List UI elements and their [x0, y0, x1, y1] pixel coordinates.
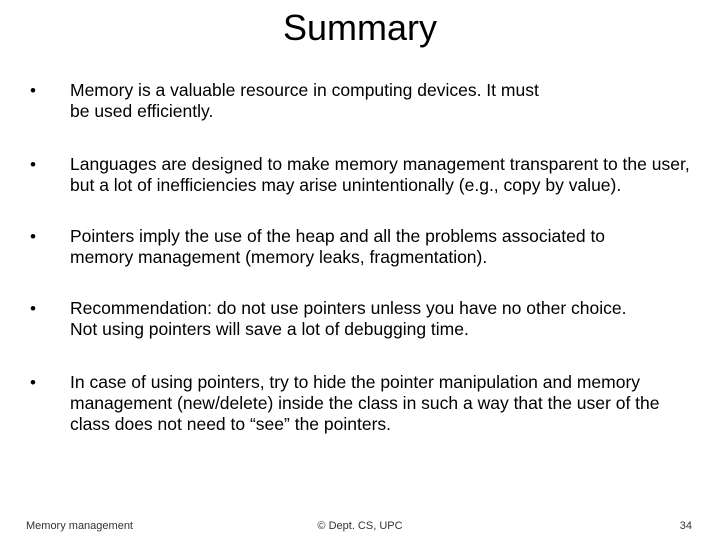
- bullet-marker: •: [30, 81, 36, 100]
- slide-title: Summary: [282, 7, 438, 48]
- bullet-item: [30, 226, 695, 268]
- bullet-item: [30, 80, 695, 122]
- bullet-list: [30, 80, 695, 435]
- bullet-marker: •: [30, 227, 36, 246]
- bullet-item: [30, 154, 695, 196]
- page-number: 34: [679, 520, 692, 532]
- bullet-marker: •: [30, 373, 36, 392]
- bullet-marker: •: [30, 299, 36, 318]
- bullet-text: Pointers imply the use of the heap and all the problems associated to memory management (memory leaks, fragmentation).: [70, 226, 606, 267]
- bullet-item: [30, 372, 695, 435]
- bullet-marker: •: [30, 155, 36, 174]
- bullet-text: Recommendation: do not use pointers unless you have no other choice. Not using pointers will save a lot of debugging time.: [70, 298, 627, 339]
- bullet-item: [30, 298, 695, 340]
- footer-copyright: © Dept. CS, UPC: [317, 520, 403, 532]
- bullet-text: Memory is a valuable resource in computing devices. It must be used efficiently.: [70, 80, 539, 121]
- footer-title: Memory management: [26, 520, 133, 532]
- bullet-text: Languages are designed to make memory management transparent to the user, but a lot of inefficiencies may arise unintentionally (e.g., copy by value).: [70, 154, 690, 195]
- bullet-text: In case of using pointers, try to hide the pointer manipulation and memory management (new/delete) inside the class in such a way that the user of the class does not need to “see” the pointers.: [70, 372, 660, 434]
